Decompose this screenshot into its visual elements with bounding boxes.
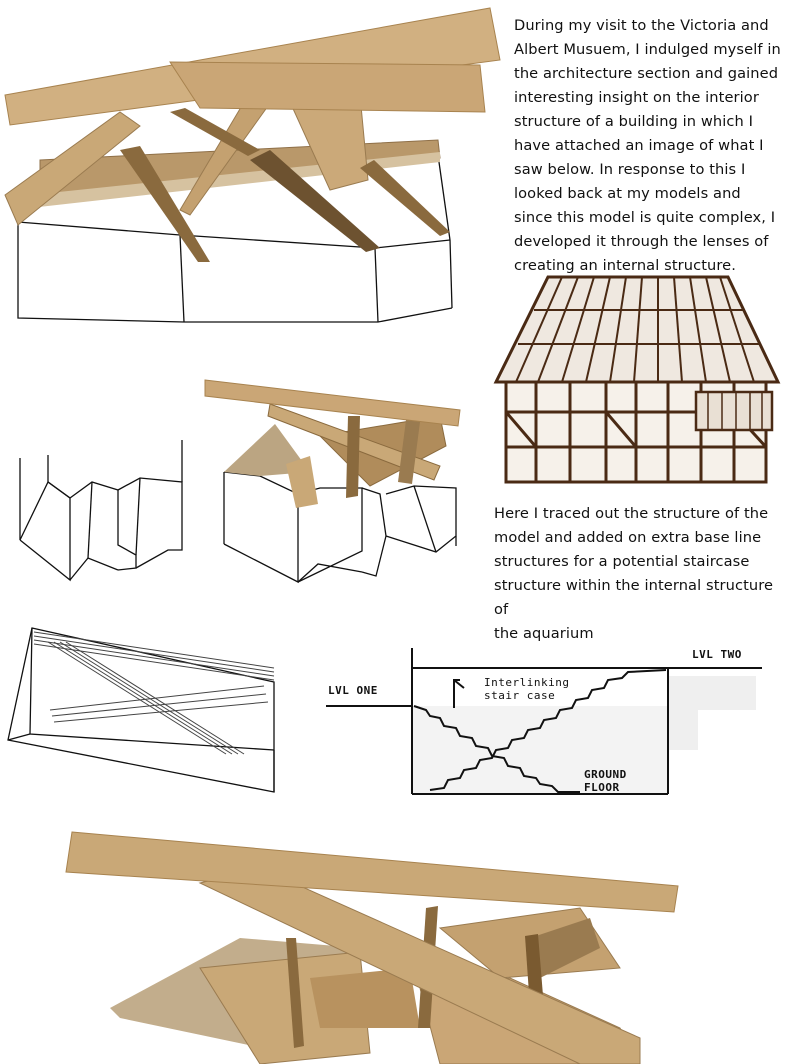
label-lvl-two: LVL TWO [692,648,742,661]
description-paragraph-middle: Here I traced out the structure of the model and added on extra base line structures for a potential staircase structure within the internal structure of the aquarium [494,505,774,642]
description-paragraph-top: During my visit to the Victoria and Albert Musuem, I indulged myself in the architecture section and gained interesting insight on the interior structure of a building in which I have attached an image of what I saw below. In response to this I looked back at my models and since this model is quite complex, I developed it through the lenses of creating an internal structure. [514,17,781,274]
traced-structure-sketch [0,430,200,590]
label-interlinking-staircase: Interlinking stair case [484,676,570,702]
label-ground-floor: GROUND FLOOR [584,768,627,794]
internal-structure-sketch [0,622,300,792]
model-photo-bottom [60,828,700,1064]
model-photo-middle [200,376,470,596]
model-photo-top [0,0,500,330]
staircase-level-sketch [326,640,790,800]
label-lvl-one: LVL ONE [328,684,378,697]
timber-frame-photo [496,272,778,484]
